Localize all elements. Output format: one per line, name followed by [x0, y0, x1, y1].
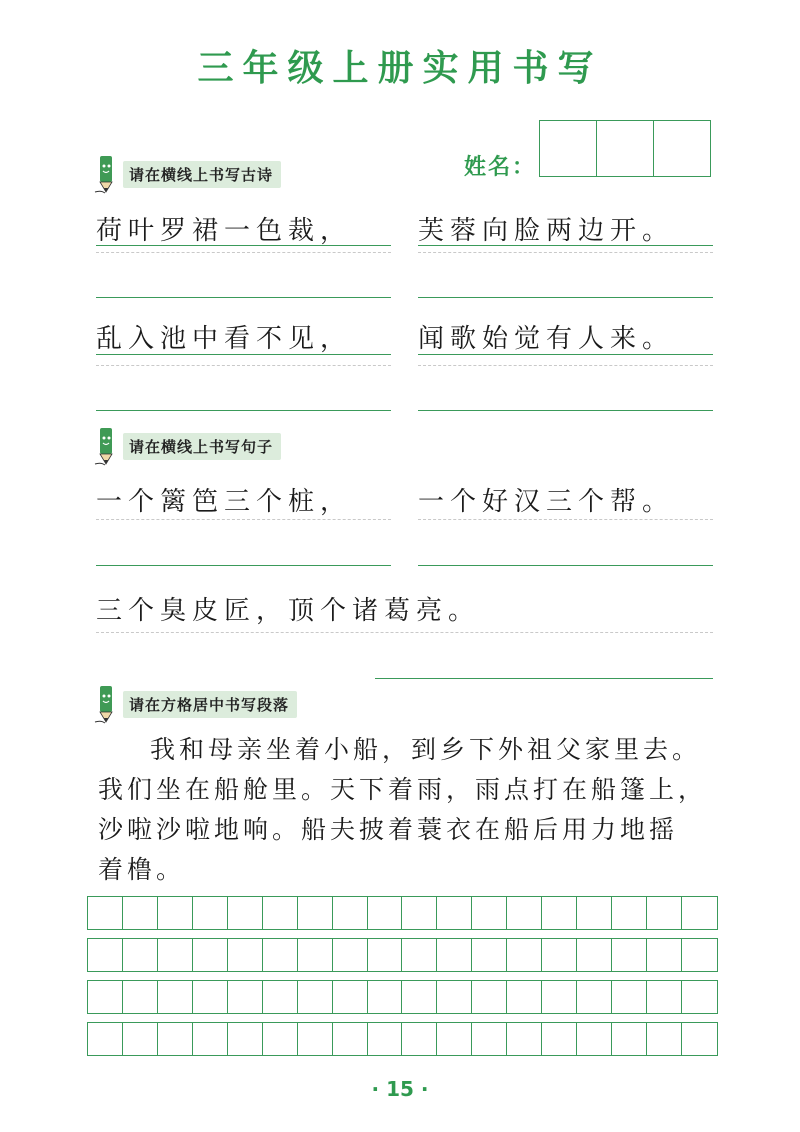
sentence-line: 一个篱笆三个桩，: [96, 487, 353, 517]
grid-cell[interactable]: [228, 1023, 263, 1055]
grid-cell[interactable]: [472, 1023, 507, 1055]
grid-row[interactable]: [87, 938, 718, 972]
writing-line[interactable]: [96, 297, 391, 298]
grid-cell[interactable]: [682, 1023, 717, 1055]
poem-line: 荷叶罗裙一色裁，: [96, 216, 353, 246]
grid-cell[interactable]: [123, 981, 158, 1013]
grid-cell[interactable]: [437, 981, 472, 1013]
grid-cell[interactable]: [472, 981, 507, 1013]
paragraph-line: 我和母亲坐着小船，到乡下外祖父家里去。: [150, 735, 702, 764]
grid-cell[interactable]: [228, 939, 263, 971]
grid-cell[interactable]: [158, 939, 193, 971]
section-banner-poem: [93, 154, 281, 194]
writing-line[interactable]: [418, 410, 713, 411]
grid-cell[interactable]: [647, 939, 682, 971]
grid-cell[interactable]: [507, 939, 542, 971]
grid-cell[interactable]: [228, 981, 263, 1013]
guide-line: [96, 632, 713, 633]
section-label: 请在横线上书写古诗: [123, 161, 281, 188]
name-box[interactable]: [540, 121, 597, 176]
grid-cell[interactable]: [437, 939, 472, 971]
name-label: 姓名：: [464, 155, 537, 180]
pencil-icon: [93, 154, 119, 194]
grid-cell[interactable]: [612, 1023, 647, 1055]
grid-cell[interactable]: [612, 981, 647, 1013]
grid-cell[interactable]: [542, 939, 577, 971]
paragraph-line: 沙啦沙啦地响。船夫披着蓑衣在船后用力地摇: [98, 815, 679, 844]
paragraph: [98, 730, 718, 890]
grid-cell[interactable]: [472, 897, 507, 929]
grid-cell[interactable]: [437, 897, 472, 929]
grid-cell[interactable]: [193, 1023, 228, 1055]
page-title: 三年级上册实用书写: [197, 48, 603, 89]
grid-cell[interactable]: [612, 939, 647, 971]
writing-line[interactable]: [96, 410, 391, 411]
name-box[interactable]: [654, 121, 710, 176]
grid-cell[interactable]: [333, 939, 368, 971]
grid-row[interactable]: [87, 980, 718, 1014]
section-banner-paragraph: [93, 684, 297, 724]
grid-cell[interactable]: [263, 897, 298, 929]
grid-cell[interactable]: [542, 981, 577, 1013]
guide-line: [96, 252, 391, 253]
writing-line[interactable]: [375, 678, 713, 679]
pencil-icon: [93, 426, 119, 466]
writing-grid[interactable]: [87, 896, 718, 1064]
grid-cell[interactable]: [507, 981, 542, 1013]
grid-cell[interactable]: [263, 981, 298, 1013]
grid-cell[interactable]: [402, 981, 437, 1013]
grid-cell[interactable]: [647, 1023, 682, 1055]
grid-cell[interactable]: [158, 897, 193, 929]
grid-cell[interactable]: [88, 981, 123, 1013]
grid-cell[interactable]: [123, 1023, 158, 1055]
guide-line: [418, 519, 713, 520]
grid-cell[interactable]: [333, 1023, 368, 1055]
sentence-line: 三个臭皮匠，顶个诸葛亮。: [96, 596, 481, 626]
guide-line: [418, 365, 713, 366]
grid-cell[interactable]: [472, 939, 507, 971]
grid-cell[interactable]: [577, 1023, 612, 1055]
page-number: · 15 ·: [371, 1077, 429, 1101]
grid-cell[interactable]: [402, 939, 437, 971]
pencil-icon: [93, 684, 119, 724]
grid-cell[interactable]: [158, 981, 193, 1013]
grid-cell[interactable]: [193, 981, 228, 1013]
grid-cell[interactable]: [193, 939, 228, 971]
grid-cell[interactable]: [682, 939, 717, 971]
paragraph-line: 着橹。: [98, 855, 186, 884]
grid-cell[interactable]: [298, 897, 333, 929]
grid-cell[interactable]: [507, 897, 542, 929]
grid-cell[interactable]: [298, 981, 333, 1013]
grid-cell[interactable]: [193, 897, 228, 929]
writing-line: [96, 354, 391, 355]
section-label: 请在方格居中书写段落: [123, 691, 297, 718]
grid-cell[interactable]: [88, 939, 123, 971]
grid-cell[interactable]: [647, 897, 682, 929]
grid-cell[interactable]: [333, 981, 368, 1013]
poem-line: 芙蓉向脸两边开。: [418, 216, 675, 246]
guide-line: [96, 519, 391, 520]
grid-cell[interactable]: [402, 897, 437, 929]
name-boxes[interactable]: [539, 120, 711, 177]
grid-cell[interactable]: [298, 1023, 333, 1055]
grid-cell[interactable]: [507, 1023, 542, 1055]
section-label: 请在横线上书写句子: [123, 433, 281, 460]
grid-cell[interactable]: [612, 897, 647, 929]
grid-cell[interactable]: [542, 897, 577, 929]
grid-cell[interactable]: [577, 981, 612, 1013]
grid-cell[interactable]: [263, 939, 298, 971]
writing-line[interactable]: [418, 297, 713, 298]
grid-cell[interactable]: [647, 981, 682, 1013]
grid-cell[interactable]: [263, 1023, 298, 1055]
section-banner-sentence: [93, 426, 281, 466]
writing-line: [418, 354, 713, 355]
grid-cell[interactable]: [682, 981, 717, 1013]
grid-cell[interactable]: [298, 939, 333, 971]
writing-line[interactable]: [96, 565, 391, 566]
grid-cell[interactable]: [368, 981, 403, 1013]
poem-line: 乱入池中看不见，: [96, 324, 353, 354]
grid-cell[interactable]: [542, 1023, 577, 1055]
grid-cell[interactable]: [368, 1023, 403, 1055]
writing-line: [96, 245, 391, 246]
writing-line: [418, 245, 713, 246]
grid-row[interactable]: [87, 896, 718, 930]
name-box[interactable]: [597, 121, 654, 176]
grid-cell[interactable]: [228, 897, 263, 929]
guide-line: [96, 365, 391, 366]
grid-cell[interactable]: [123, 939, 158, 971]
guide-line: [418, 252, 713, 253]
grid-cell[interactable]: [88, 897, 123, 929]
paragraph-line: 我们坐在船舱里。天下着雨，雨点打在船篷上，: [98, 775, 708, 804]
grid-cell[interactable]: [123, 897, 158, 929]
grid-cell[interactable]: [402, 1023, 437, 1055]
grid-cell[interactable]: [158, 1023, 193, 1055]
sentence-line: 一个好汉三个帮。: [418, 487, 675, 517]
grid-cell[interactable]: [682, 897, 717, 929]
grid-cell[interactable]: [333, 897, 368, 929]
grid-cell[interactable]: [577, 897, 612, 929]
grid-cell[interactable]: [368, 897, 403, 929]
poem-line: 闻歌始觉有人来。: [418, 324, 675, 354]
grid-cell[interactable]: [88, 1023, 123, 1055]
grid-cell[interactable]: [577, 939, 612, 971]
grid-cell[interactable]: [437, 1023, 472, 1055]
grid-cell[interactable]: [368, 939, 403, 971]
writing-line[interactable]: [418, 565, 713, 566]
grid-row[interactable]: [87, 1022, 718, 1056]
